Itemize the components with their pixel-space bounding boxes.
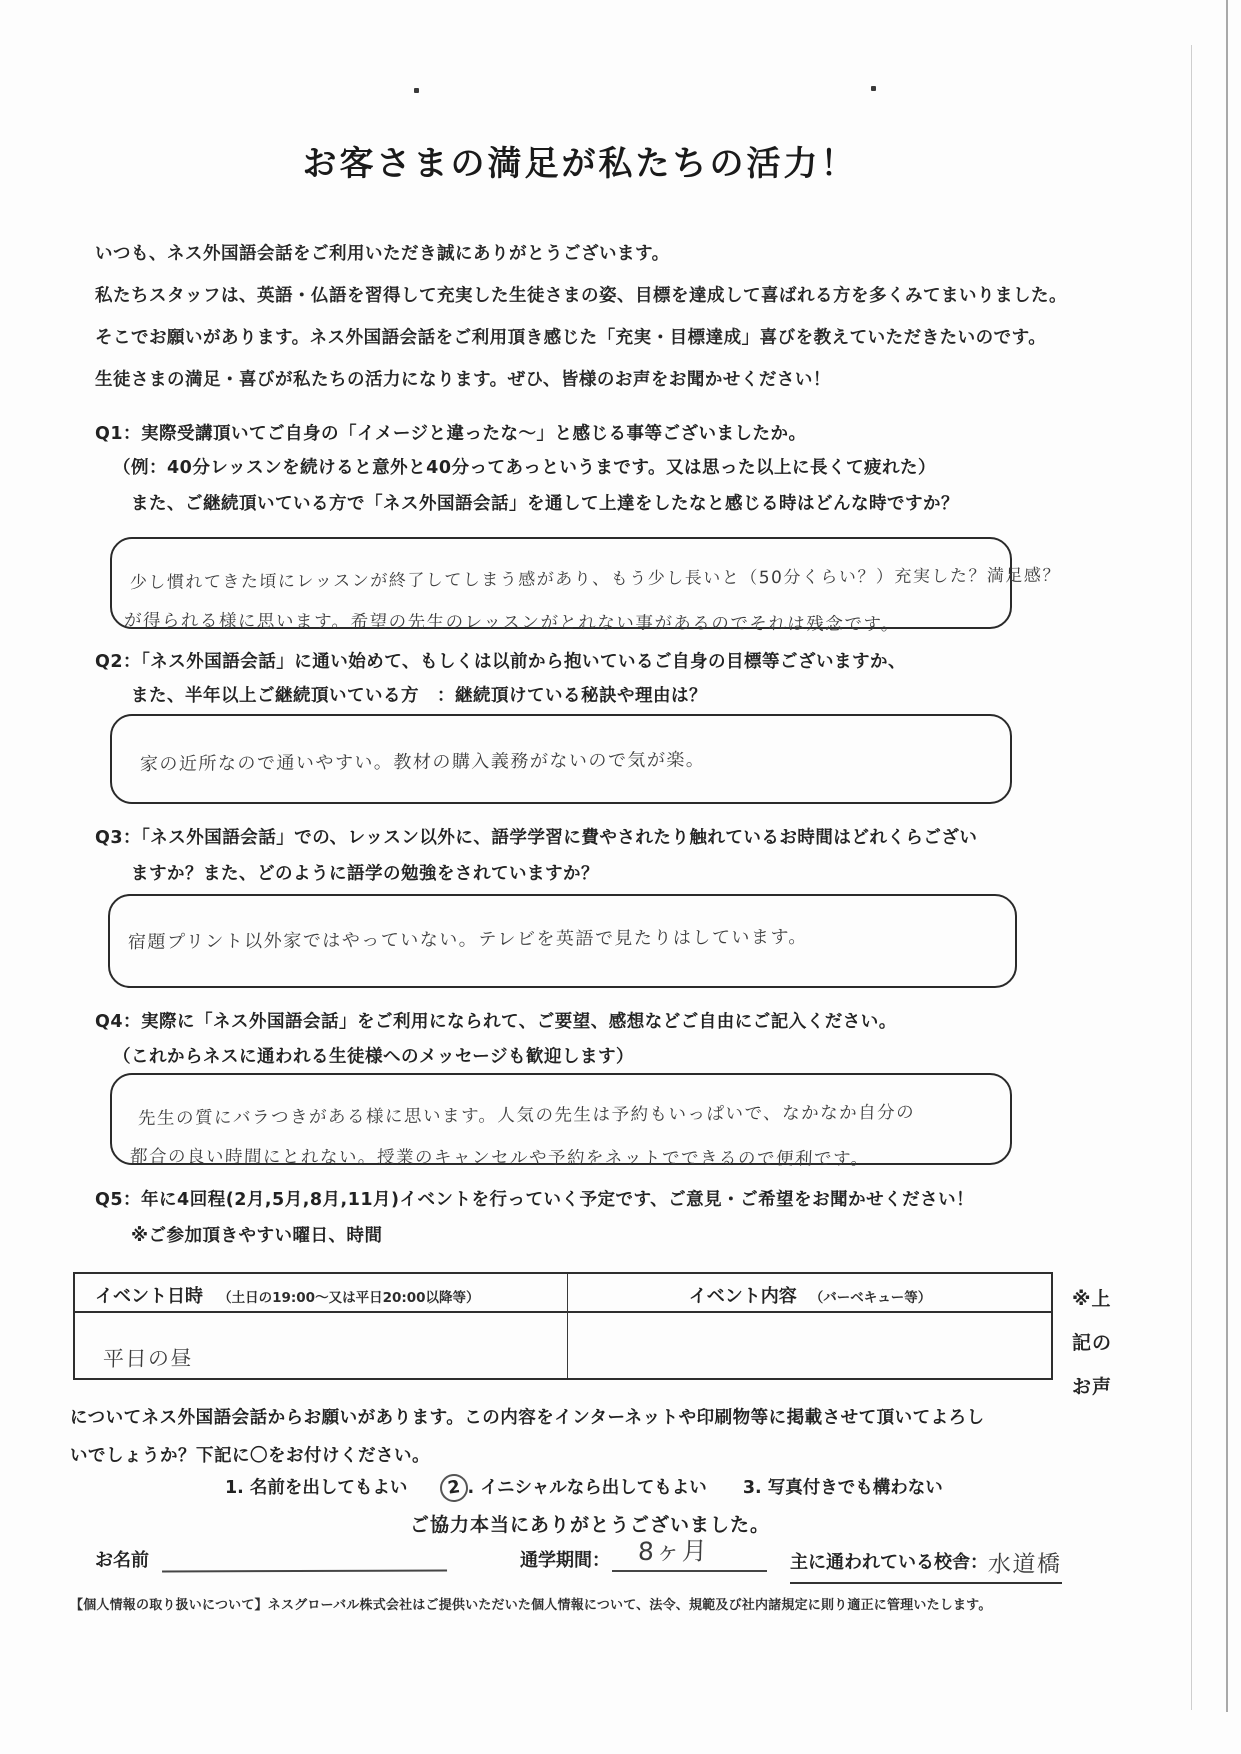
intro-line: いつも、ネス外国語会話をご利用いただき誠にありがとうございます。 bbox=[95, 244, 670, 264]
event-table-header-datetime bbox=[95, 1282, 480, 1308]
q1-handwritten-answer-line2: が得られる様に思います。希望の先生のレッスンがとれない事があるのでそれは残念です。 bbox=[123, 610, 901, 635]
q1-sub-question: また、ご継続頂いている方で「ネス外国語会話」を通して上達をしたなと感じる時はどんな時ですか？ bbox=[131, 494, 959, 514]
intro-line: 生徒さまの満足・喜びが私たちの活力になります。ぜひ、皆様のお声をお聞かせください！ bbox=[95, 370, 831, 390]
option-2-initials-ok bbox=[440, 1478, 707, 1498]
scan-edge-line-dark bbox=[1226, 0, 1228, 1712]
q2-heading: Q2：「ネス外国語会話」に通い始めて、もしくは以前から抱いているご自身の目標等ございますか、 bbox=[95, 652, 906, 672]
q4-answer-box bbox=[110, 1073, 1012, 1170]
publish-options-row bbox=[225, 1474, 943, 1502]
school-field bbox=[790, 1546, 1062, 1584]
event-datetime-note: （土日の19:00～又は平日20:00以降等） bbox=[218, 1290, 480, 1306]
q3-answer-box bbox=[108, 894, 1017, 988]
intro-line: そこでお願いがあります。ネス外国語会話をご利用頂き感じた「充実・目標達成」喜びを教えていただきたいのです。 bbox=[95, 328, 1047, 348]
side-note-voice bbox=[1072, 1284, 1112, 1416]
event-datetime-label: イベント日時 bbox=[95, 1286, 203, 1307]
q1-handwritten-answer-line1: 少し慣れてきた頃にレッスンが終了してしまう感があり、もう少し長いと（50分くらい？）充実した？満足感？ bbox=[129, 565, 1062, 594]
option-1-name-ok: 1. 名前を出してもよい bbox=[225, 1478, 408, 1498]
intro-paragraph bbox=[95, 240, 1095, 408]
q1-heading: Q1：実際受講頂いてご自身の「イメージと違ったな～」と感じる事等ございましたか。 bbox=[95, 424, 807, 444]
q2-sub-question: また、半年以上ご継続頂いている方 ：継続頂けている秘訣や理由は？ bbox=[131, 686, 707, 706]
event-content-note: （バーベキュー等） bbox=[809, 1290, 932, 1306]
name-field-label: お名前 bbox=[95, 1550, 149, 1571]
signature-fields-row bbox=[0, 1536, 1241, 1582]
q5-sub-note: ※ご参加頂きやすい曜日、時間 bbox=[131, 1226, 383, 1246]
q4-sub-note: （これからネスに通われる生徒様へのメッセージも歓迎します） bbox=[113, 1047, 634, 1067]
school-handwritten-value: 水道橋 bbox=[987, 1551, 1062, 1579]
event-datetime-handwritten-answer: 平日の昼 bbox=[102, 1346, 194, 1372]
q5-heading: Q5：年に4回程(2月,5月,8月,11月)イベントを行っていく予定です、ご意見・ご希望をお聞かせください！ bbox=[95, 1190, 975, 1210]
privacy-notice: 【個人情報の取り扱いについて】ネスグローバル株式会社はご提供いただいた個人情報について、法令、規範及び社内諸規定に則り適正に管理いたします。 bbox=[70, 1598, 992, 1613]
q4-handwritten-answer-line2: 都合の良い時間にとれない。授業のキャンセルや予約をネットでできるので便利です。 bbox=[129, 1146, 870, 1170]
intro-line: 私たちスタッフは、英語・仏語を習得して充実した生徒さまの姿、目標を達成して喜ばれる方を多くみてまいりました。 bbox=[95, 286, 1067, 306]
q1-example: （例：40分レッスンを続けると意外と40分ってあっというまです。又は思った以上に長くて疲れた） bbox=[113, 458, 936, 478]
period-field-label: 通学期間： bbox=[520, 1550, 610, 1571]
q2-handwritten-answer: 家の近所なので通いやすい。教材の購入義務がないので気が楽。 bbox=[139, 749, 706, 776]
event-content-label: イベント内容 bbox=[688, 1286, 797, 1307]
scan-speck bbox=[871, 86, 876, 91]
thanks-message: ご協力本当にありがとうございました。 bbox=[409, 1514, 770, 1536]
period-field-blank bbox=[612, 1536, 767, 1572]
q2-answer-box bbox=[110, 714, 1012, 804]
side-note-line: お声 bbox=[1072, 1376, 1113, 1398]
q3-heading-line2: ますか？また、どのように語学の勉強をされていますか？ bbox=[131, 864, 599, 884]
q3-handwritten-answer: 宿題プリント以外家ではやっていない。テレビを英語で見たりはしています。 bbox=[127, 926, 809, 954]
side-note-line: ※上 bbox=[1072, 1288, 1112, 1310]
period-handwritten-value: 8ヶ月 bbox=[637, 1536, 709, 1567]
option-2-label: . イニシャルなら出してもよい bbox=[467, 1478, 707, 1498]
q4-heading: Q4：実際に「ネス外国語会話」をご利用になられて、ご要望、感想などご自由にご記入ください。 bbox=[95, 1012, 897, 1032]
handwritten-circle-mark: 2 bbox=[438, 1472, 470, 1504]
scan-edge-line-faint bbox=[1191, 45, 1192, 1710]
q3-heading-line1: Q3：「ネス外国語会話」での、レッスン以外に、語学学習に費やされたり触れているお時間はどれくらござい bbox=[95, 828, 978, 848]
name-field-blank bbox=[162, 1544, 447, 1573]
q1-answer-box bbox=[110, 537, 1062, 635]
school-field-label: 主に通われている校舎： bbox=[790, 1552, 988, 1573]
q4-handwritten-answer-line1: 先生の質にバラつきがある様に思います。人気の先生は予約もいっぱいで、なかなか自分の bbox=[137, 1102, 916, 1129]
event-table-header-content bbox=[567, 1282, 1053, 1308]
option-3-photo-ok: 3. 写真付きでも構わない bbox=[742, 1478, 943, 1498]
scan-speck bbox=[414, 88, 419, 93]
event-table bbox=[73, 1272, 1053, 1380]
page-title: お客さまの満足が私たちの活力！ bbox=[302, 144, 858, 184]
side-note-line: 記の bbox=[1072, 1332, 1113, 1354]
publish-request-line2: いでしょうか？下記に〇をお付けください。 bbox=[70, 1446, 430, 1466]
publish-request-line1: についてネス外国語会話からお願いがあります。この内容をインターネットや印刷物等に掲載させて頂いてよろし bbox=[70, 1408, 985, 1428]
